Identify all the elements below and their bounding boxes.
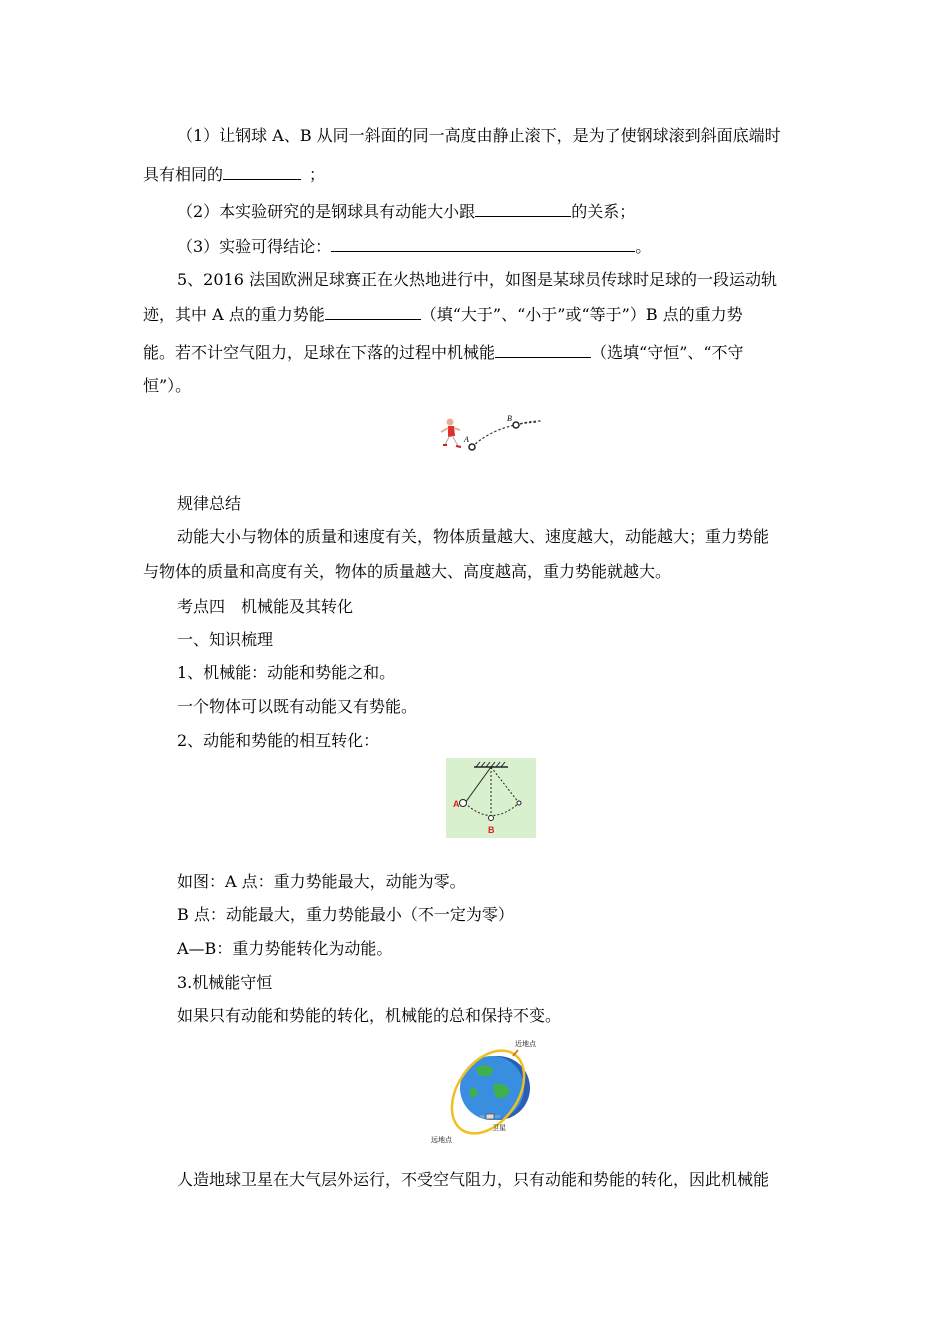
q5-line-3 [143,341,744,363]
far-point-label: 远地点 [431,1136,452,1144]
trajectory-path [472,422,538,447]
pendulum-figure [446,758,536,838]
bob-a [460,800,467,807]
q4-line-2-text: 具有相同的 [143,165,224,184]
paragraph-4: 如图：A 点：重力势能最大，动能为零。 [177,872,466,891]
paragraph-3: 2、动能和势能的相互转化： [177,731,380,750]
q5-blank-2[interactable] [495,341,591,358]
paragraph-6: A—B：重力势能转化为动能。 [177,939,393,958]
q5-line-1: 5、2016 法国欧洲足球赛正在火热地进行中，如图是某球员传球时足球的一段运动轨 [177,270,777,289]
q4-line-4 [177,235,651,257]
q4-line-3-end: 的关系； [571,202,636,221]
q5-line-3-end: （选填“守恒”、“不守 [591,343,744,362]
summary-heading: 规律总结 [177,494,242,513]
paragraph-9: 人造地球卫星在大气层外运行，不受空气阻力，只有动能和势能的转化，因此机械能 [177,1170,770,1189]
paragraph-5: B 点：动能最大，重力势能最小（不一定为零） [177,905,514,924]
q5-line-3-text: 能。若不计空气阻力，足球在下落的过程中机械能 [143,343,496,362]
pendulum-label-b: B [488,825,495,835]
bob-b [489,816,494,821]
q5-line-2-end: （填“大于”、“小于”或“等于”）B 点的重力势 [420,305,743,324]
label-a: A [464,435,469,444]
q5-line-2 [143,303,743,325]
player-icon [441,419,461,448]
pendulum-label-a: A [453,799,460,809]
football-trajectory-figure [438,412,548,460]
ball-a [469,444,475,450]
section-title: 考点四 机械能及其转化 [177,597,354,616]
q4-line-2 [143,163,325,185]
satellite-orbit-figure [428,1038,548,1146]
summary-text-2: 与物体的质量和高度有关，物体的质量越大、高度越高，重力势能就越大。 [143,562,672,581]
paragraph-7: 3.机械能守恒 [177,973,273,992]
q4-line-3-text: （2）本实验研究的是钢球具有动能大小跟 [177,202,476,221]
q4-line-1: （1）让钢球 A、B 从同一斜面的同一高度由静止滚下，是为了使钢球滚到斜面底端时 [177,126,781,145]
q5-line-2-text: 迹，其中 A 点的重力势能 [143,305,325,324]
q4-blank-2[interactable] [475,200,571,217]
paragraph-1: 1、机械能：动能和势能之和。 [177,663,396,682]
q5-line-4: 恒”）。 [143,376,192,395]
q4-line-2-end: ； [309,165,326,184]
q4-line-4-text: （3）实验可得结论： [177,237,332,256]
near-point-label: 近地点 [515,1040,536,1048]
bob-c [517,801,521,805]
q4-line-3 [177,200,635,222]
q4-blank-3[interactable] [331,235,635,252]
paragraph-2: 一个物体可以既有动能又有势能。 [177,697,418,716]
section-subtitle: 一、知识梳理 [177,630,274,649]
satellite-label: 卫星 [492,1124,506,1132]
summary-text-1: 动能大小与物体的质量和速度有关，物体质量越大、速度越大，动能越大；重力势能 [177,527,770,546]
q4-blank-1[interactable] [223,163,301,180]
label-b: B [507,414,512,423]
q4-line-4-end: 。 [635,237,652,256]
paragraph-8: 如果只有动能和势能的转化，机械能的总和保持不变。 [177,1006,562,1025]
ball-b [513,422,519,428]
q5-blank-1[interactable] [325,303,421,320]
